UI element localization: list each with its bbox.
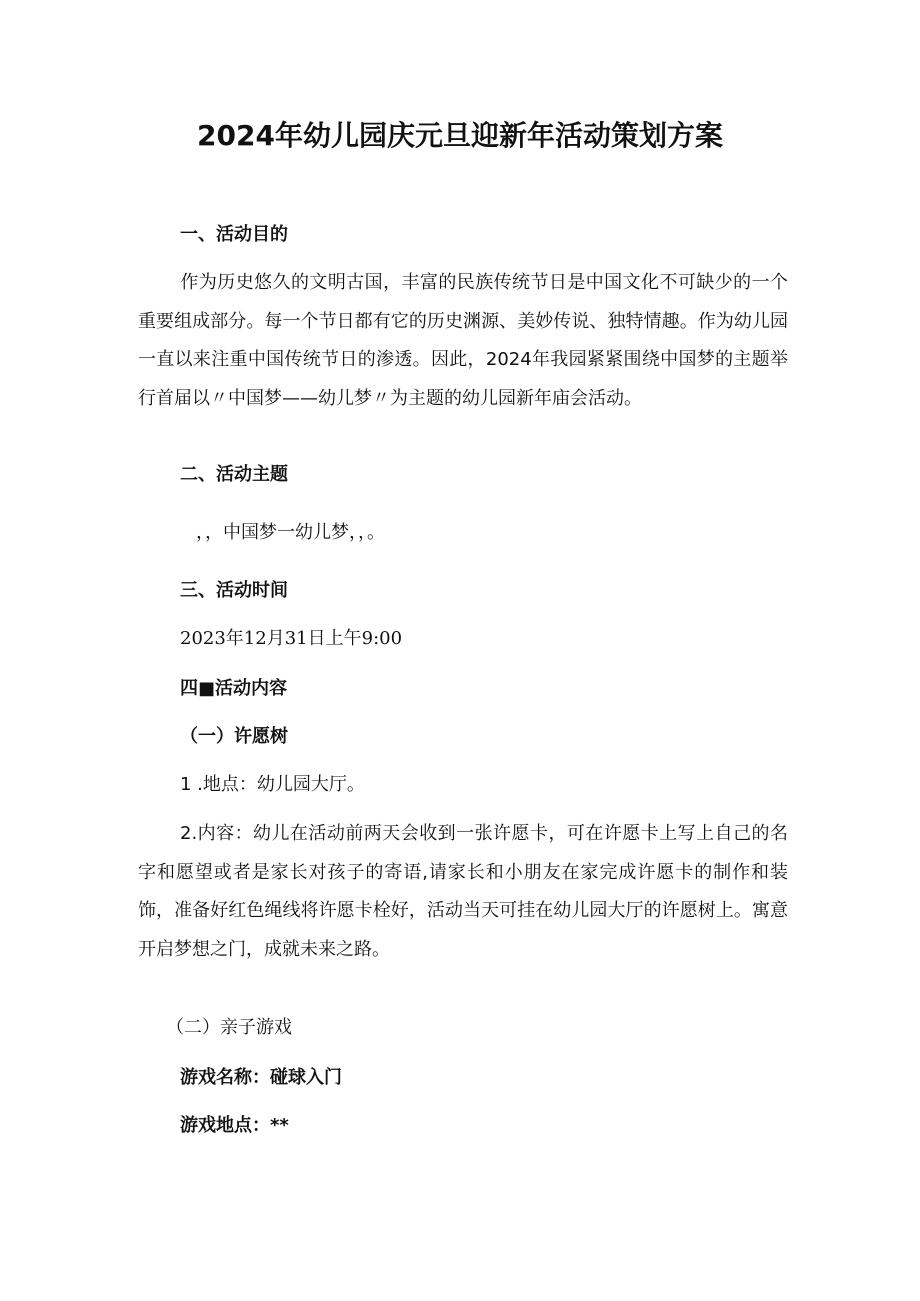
paragraph-purpose-text: 作为历史悠久的文明古国，丰富的民族传统节日是中国文化不可缺少的一个重要组成部分。每一个节日都有它的历史渊源、美妙传说、独特情趣。作为幼儿园一直以来注重中国传统节日的渗透。因此，2024年我园紧紧围绕中国梦的主题举行首届以〃中国梦——幼儿梦〃为主题的幼儿园新年庙会活动。	[138, 272, 788, 409]
wish-tree-location: 1 .地点：幼儿园大厅。	[180, 774, 365, 795]
section-heading-content: 四■活动内容	[180, 678, 288, 699]
theme-text: ，，中国梦一幼儿梦，，。	[196, 522, 385, 543]
subsection-heading-wish-tree: （一）许愿树	[180, 726, 288, 747]
paragraph-purpose	[138, 264, 788, 418]
paragraph-wish-tree-content	[138, 815, 788, 969]
section-heading-time: 三、活动时间	[180, 580, 288, 601]
subsection-heading-parent-child-game: （二）亲子游戏	[166, 1017, 292, 1038]
section-heading-purpose: 一、活动目的	[180, 224, 288, 245]
document-title: 2024年幼儿园庆元旦迎新年活动策划方案	[197, 119, 723, 152]
section-heading-theme: 二、活动主题	[180, 464, 288, 485]
activity-time-text: 2023年12月31日上午9:00	[180, 628, 403, 649]
game-name: 游戏名称：碰球入门	[180, 1067, 342, 1088]
game-location: 游戏地点：**	[180, 1115, 289, 1136]
paragraph-wish-tree-text: 2.内容：幼儿在活动前两天会收到一张许愿卡，可在许愿卡上写上自己的名字和愿望或者是家长对孩子的寄语,请家长和小朋友在家完成许愿卡的制作和装饰，准备好红色绳线将许愿卡栓好，活动当天可挂在幼儿园大厅的许愿树上。寓意开启梦想之门，成就未来之路。	[138, 823, 788, 960]
